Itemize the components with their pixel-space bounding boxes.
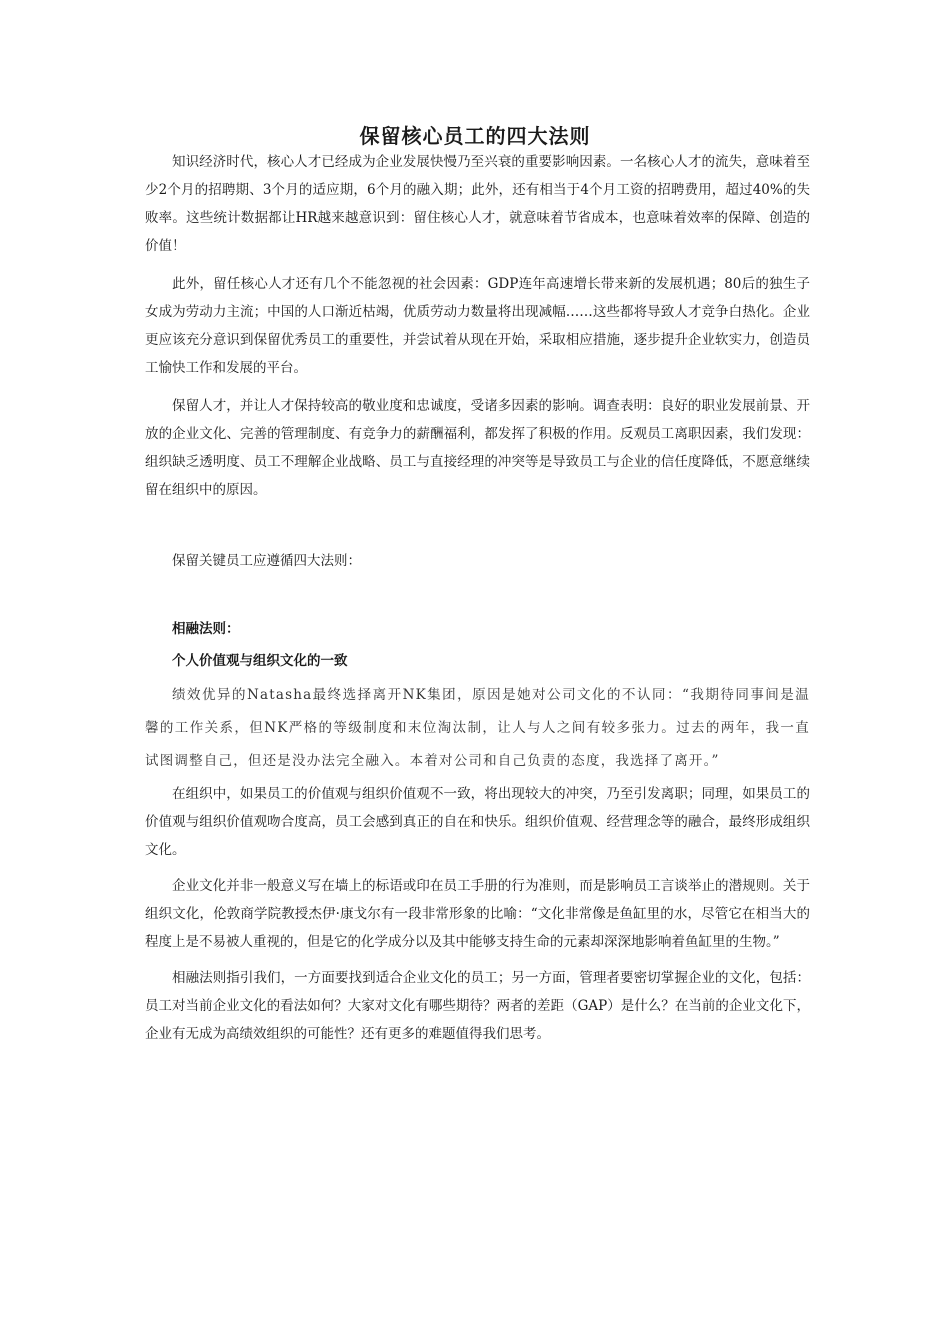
document-title: 保留核心员工的四大法则 (359, 124, 591, 148)
section-paragraph-2: 企业文化并非一般意义写在墙上的标语或印在员工手册的行为准则，而是影响员工言谈举止的潜规则。关于组织文化，伦敦商学院教授杰伊·康戈尔有一段非常形象的比喻：“文化非常像是鱼缸里的水，尽管它在相当大的程度上是不易被人重视的，但是它的化学成分以及其中能够支持生命的元素却深深地影响着鱼缸里的生物。” (145, 878, 810, 950)
section-paragraph-3: 相融法则指引我们，一方面要找到适合企业文化的员工；另一方面，管理者要密切掌握企业的文化，包括：员工对当前企业文化的看法如何？大家对文化有哪些期待？两者的差距（GAP）是什么？在当前的企业文化下，企业有无成为高绩效组织的可能性？还有更多的难题值得我们思考。 (145, 970, 810, 1042)
section-heading: 相融法则： (172, 621, 240, 637)
paragraph-intro-3: 保留人才，并让人才保持较高的敬业度和忠诚度，受诸多因素的影响。调查表明：良好的职业发展前景、开放的企业文化、完善的管理制度、有竞争力的薪酬福利，都发挥了积极的作用。反观员工离职因素，我们发现：组织缺乏透明度、员工不理解企业战略、员工与直接经理的冲突等是导致员工与企业的信任度降低，不愿意继续留在组织中的原因。 (145, 398, 810, 498)
section-subheading: 个人价值观与组织文化的一致 (172, 653, 348, 669)
case-quote: 绩效优异的Natasha最终选择离开NK集团，原因是她对公司文化的不认同：“我期待同事间是温馨的工作关系，但NK严格的等级制度和末位淘汰制，让人与人之间有较多张力。过去的两年，我一直试图调整自己，但还是没办法完全融入。本着对公司和自己负责的态度，我选择了离开。” (145, 687, 810, 769)
paragraph-lead: 保留关键员工应遵循四大法则： (172, 553, 361, 569)
paragraph-intro-1: 知识经济时代，核心人才已经成为企业发展快慢乃至兴衰的重要影响因素。一名核心人才的流失，意味着至少2个月的招聘期、3个月的适应期，6个月的融入期；此外，还有相当于4个月工资的招聘费用，超过40%的失败率。这些统计数据都让HR越来越意识到：留住核心人才，就意味着节省成本，也意味着效率的保障、创造的价值！ (145, 154, 810, 254)
document-body (145, 148, 810, 1048)
paragraph-intro-2: 此外，留任核心人才还有几个不能忽视的社会因素：GDP连年高速增长带来新的发展机遇；80后的独生子女成为劳动力主流；中国的人口渐近枯竭，优质劳动力数量将出现减幅……这些都将导致人才竞争白热化。企业更应该充分意识到保留优秀员工的重要性，并尝试着从现在开始，采取相应措施，逐步提升企业软实力，创造员工愉快工作和发展的平台。 (145, 276, 810, 376)
section-paragraph-1: 在组织中，如果员工的价值观与组织价值观不一致，将出现较大的冲突，乃至引发离职；同理，如果员工的价值观与组织价值观吻合度高，员工会感到真正的自在和快乐。组织价值观、经营理念等的融合，最终形成组织文化。 (145, 786, 810, 858)
